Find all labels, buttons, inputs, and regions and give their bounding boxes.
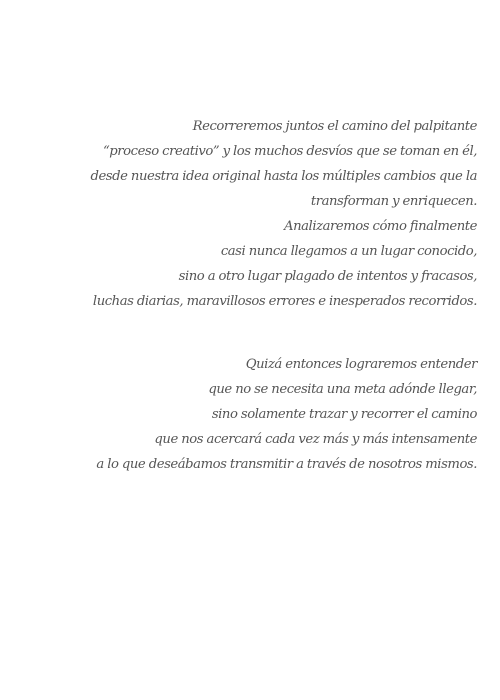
poem-line: que no se necesita una meta adónde llegar, bbox=[208, 382, 477, 397]
poem-line: que nos acercará cada vez más y más intensamente bbox=[154, 432, 477, 447]
poem-line: casi nunca llegamos a un lugar conocido, bbox=[220, 244, 477, 259]
poem-line: “proceso creativo” y los muchos desvíos que se toman en él, bbox=[103, 144, 477, 159]
poem-line: luchas diarias, maravillosos errores e inesperados recorridos. bbox=[92, 294, 477, 309]
poem-line: transforman y enriquecen. bbox=[310, 194, 477, 209]
poem-line: Quizá entonces lograremos entender bbox=[245, 357, 477, 372]
poem-line: a lo que deseábamos transmitir a través de nosotros mismos. bbox=[96, 457, 477, 472]
poem-stanza-2 bbox=[7, 352, 477, 477]
poem-line: Analizaremos cómo finalmente bbox=[284, 219, 477, 234]
poem-line: sino solamente trazar y recorrer el camino bbox=[211, 407, 477, 422]
poem-line: sino a otro lugar plagado de intentos y fracasos, bbox=[178, 269, 477, 284]
poem-line: Recorreremos juntos el camino del palpitante bbox=[192, 119, 477, 134]
poem-line: desde nuestra idea original hasta los múltiples cambios que la bbox=[90, 169, 477, 184]
poem-stanza-1 bbox=[7, 114, 477, 314]
